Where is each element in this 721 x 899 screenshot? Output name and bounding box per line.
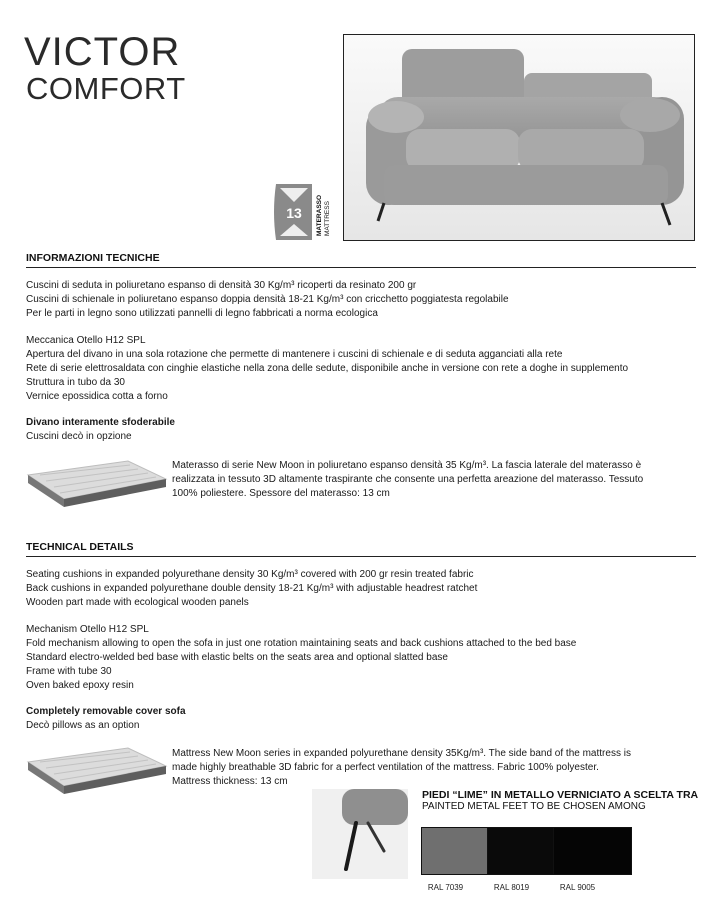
- feet-title: PIEDI “LIME” IN METALLO VERNICIATO A SCELTA TRA: [422, 789, 699, 801]
- spec-line: Mechanism Otello H12 SPL: [26, 624, 149, 635]
- italian-spec-block2: [26, 334, 628, 404]
- mattress-line: Mattress New Moon series in expanded polyurethane density 35Kg/m³. The side band of the mattress is: [172, 748, 631, 759]
- badge-number: 13: [286, 205, 302, 221]
- badge-label-en: MATTRESS: [324, 201, 331, 236]
- english-spec-block1: [26, 568, 477, 610]
- spec-line: Oven baked epoxy resin: [26, 680, 134, 691]
- spec-line: Rete di serie elettrosaldata con cinghie elastiche nella zona delle sedute, disponibile anche in versione con rete a doghe in supplemento: [26, 363, 629, 374]
- removable-title-en: Completely removable cover sofa: [26, 706, 186, 717]
- spec-line: Vernice epossidica cotta a forno: [26, 391, 168, 402]
- swatch-label: RAL 7039: [427, 883, 464, 892]
- english-spec-block2: [26, 623, 576, 693]
- product-title: VICTOR: [24, 30, 181, 74]
- spec-line: Meccanica Otello H12 SPL: [26, 335, 146, 346]
- mattress-line: Materasso di serie New Moon in poliuretano espanso densità 35 Kg/m³. La fascia laterale del materasso è: [172, 460, 642, 471]
- spec-line: Wooden part made with ecological wooden panels: [26, 597, 249, 608]
- removable-title-it: Divano interamente sfoderabile: [26, 417, 175, 428]
- spec-line: Fold mechanism allowing to open the sofa in just one rotation maintaining seats and back cushions attached to the bed base: [26, 638, 577, 649]
- mattress-line: realizzata in tessuto 3D altamente traspirante che consente una perfetta areazione del materasso. Tessuto: [172, 474, 644, 485]
- feet-subtitle: PAINTED METAL FEET TO BE CHOSEN AMONG: [422, 801, 646, 812]
- mattress-description-it: [172, 459, 692, 501]
- section-heading-italian: INFORMAZIONI TECNICHE: [26, 252, 160, 264]
- removable-sub-it: Cuscini decò in opzione: [26, 431, 132, 442]
- spec-line: Frame with tube 30: [26, 666, 112, 677]
- removable-sub-en: Decò pillows as an option: [26, 720, 140, 731]
- mattress-line: made highly breathable 3D fabric for a perfect ventilation of the mattress. Fabric 100% polyester.: [172, 762, 599, 773]
- spec-line: Cuscini di seduta in poliuretano espanso di densità 30 Kg/m³ ricoperti da resinato 200 gr: [26, 280, 417, 291]
- mattress-photo-en: [20, 742, 170, 802]
- sofa-photo: [343, 34, 695, 241]
- spec-line: Seating cushions in expanded polyurethane density 30 Kg/m³ covered with 200 gr resin treated fabric: [26, 569, 474, 580]
- mattress-photo-it: [20, 455, 170, 515]
- spec-line: Back cushions in expanded polyurethane double density 18-21 Kg/m³ with adjustable headrest ratchet: [26, 583, 478, 594]
- mattress-line: 100% poliestere. Spessore del materasso: 13 cm: [172, 488, 390, 499]
- spec-line: Apertura del divano in una sola rotazione che permette di mantenere i cuscini di schienale e di seduta agganciati alla rete: [26, 349, 563, 360]
- swatch-label: RAL 8019: [493, 883, 530, 892]
- spec-line: Cuscini di schienale in poliuretano espanso doppia densità 18-21 Kg/m³ con cricchetto poggiatesta regolabile: [26, 294, 509, 305]
- swatch-label: RAL 9005: [559, 883, 596, 892]
- spec-line: Standard electro-welded bed base with elastic belts on the seats area and optional slatted base: [26, 652, 448, 663]
- mattress-thickness-icon: [272, 184, 332, 240]
- mattress-line: Mattress thickness: 13 cm: [172, 776, 288, 787]
- divider: [26, 556, 696, 557]
- mattress-thickness-badge: [272, 184, 332, 240]
- spec-line: Per le parti in legno sono utilizzati pannelli di legno fabbricati a norma ecologica: [26, 308, 378, 319]
- product-subtitle: COMFORT: [26, 71, 186, 106]
- badge-label-it: MATERASSO: [316, 194, 323, 236]
- spec-line: Struttura in tubo da 30: [26, 377, 125, 388]
- mattress-description-en: [172, 747, 692, 789]
- divider: [26, 267, 696, 268]
- color-swatch-ral-9005: [553, 827, 632, 875]
- foot-detail-photo: [312, 789, 408, 879]
- italian-spec-block1: [26, 279, 509, 321]
- section-heading-english: TECHNICAL DETAILS: [26, 541, 134, 553]
